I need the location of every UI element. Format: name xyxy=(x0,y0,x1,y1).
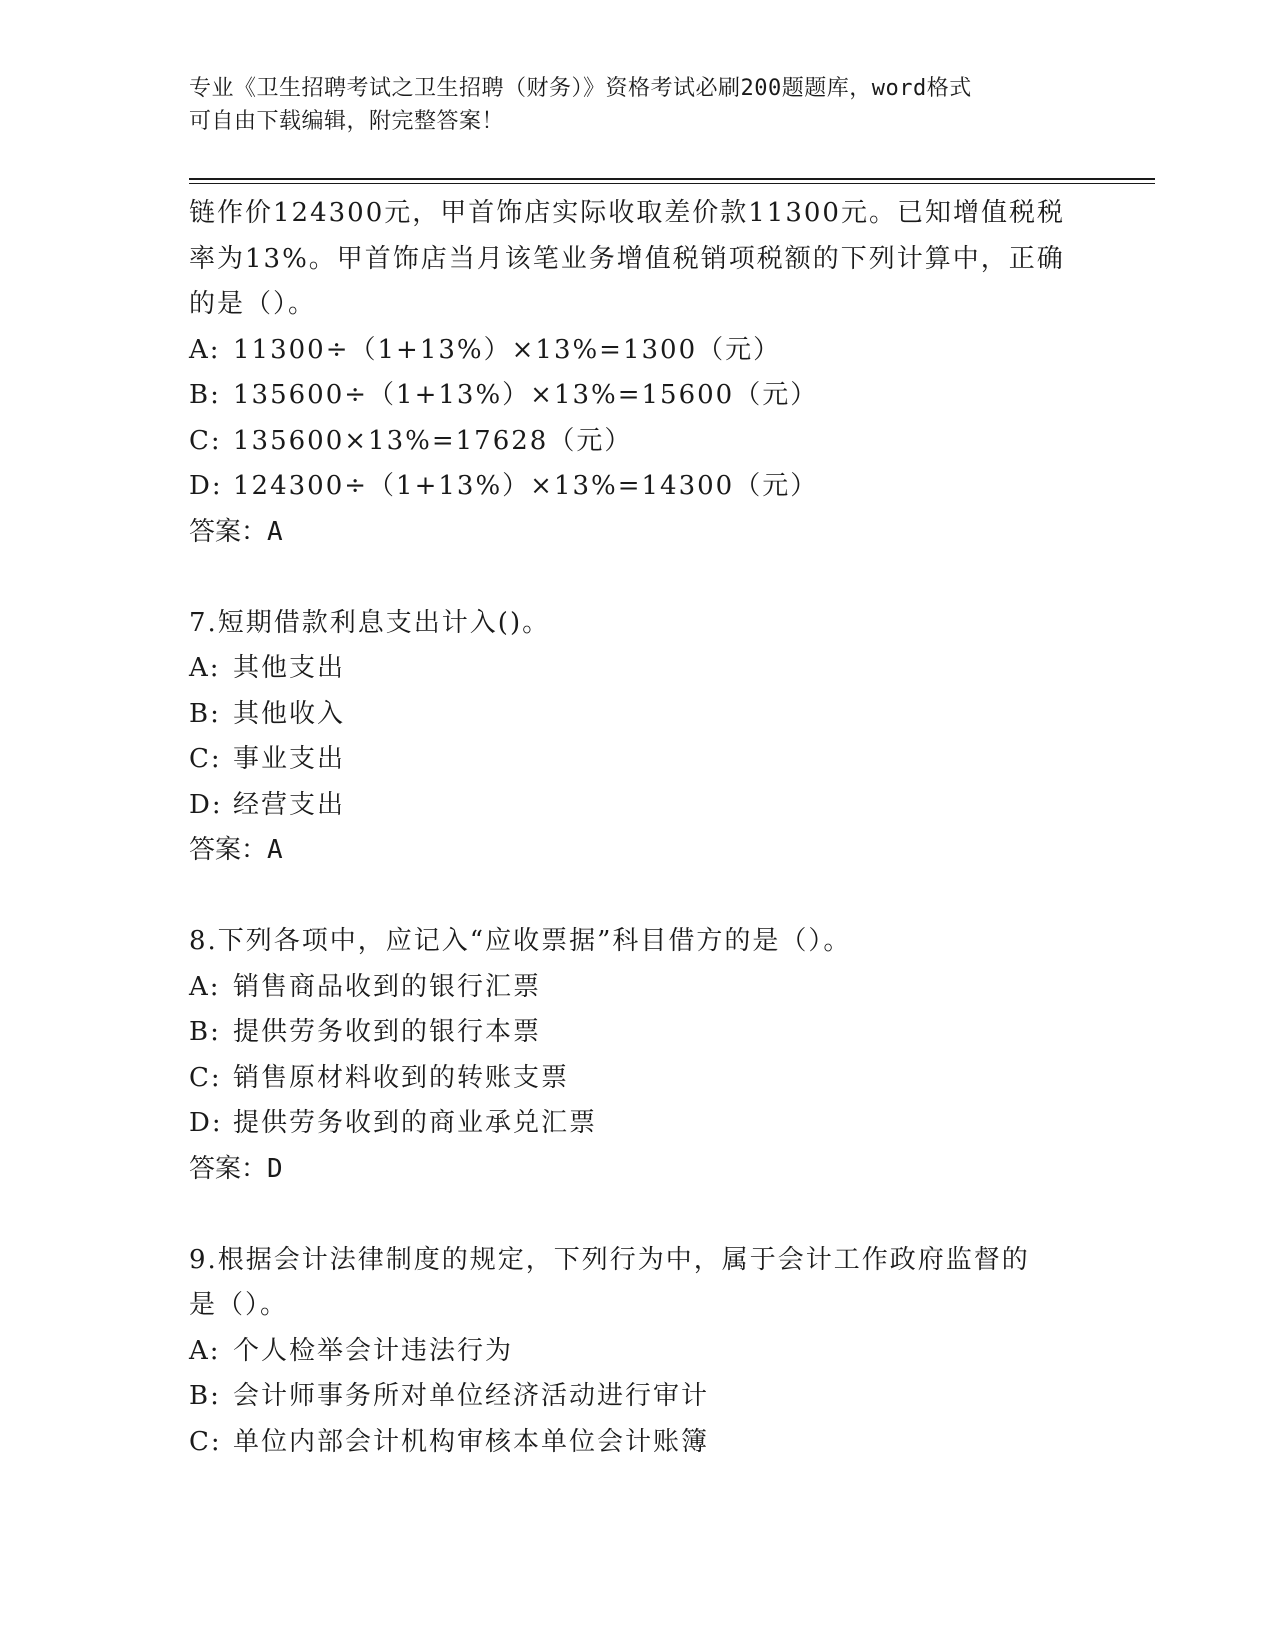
option-text: 124300÷（1+13%）×13%=14300（元） xyxy=(233,471,819,501)
option-b xyxy=(189,1010,1089,1056)
option-text: 11300÷（1+13%）×13%=1300（元） xyxy=(233,334,782,365)
option-text: 提供劳务收到的银行本票 xyxy=(233,1017,542,1047)
question-8 xyxy=(189,919,1089,1192)
spacer xyxy=(189,874,1089,920)
header-divider-thick xyxy=(189,178,1155,180)
option-text: 事业支出 xyxy=(233,744,346,774)
option-d xyxy=(189,464,1089,510)
option-a xyxy=(189,646,1089,692)
option-letter: A: xyxy=(189,334,221,365)
document-header xyxy=(189,72,1089,138)
question-text-line: 9.根据会计法律制度的规定，下列行为中，属于会计工作政府监督的 xyxy=(189,1244,1030,1275)
option-d xyxy=(189,783,1089,829)
answer-line: 答案：D xyxy=(189,1153,283,1184)
option-letter: B: xyxy=(189,698,221,729)
option-c xyxy=(189,419,1089,465)
option-letter: D: xyxy=(189,471,223,501)
question-text-line: 是（）。 xyxy=(189,1290,289,1320)
spacer xyxy=(189,555,1089,601)
option-text: 其他收入 xyxy=(233,698,346,729)
option-letter: B: xyxy=(189,1381,221,1411)
option-d xyxy=(189,1101,1089,1147)
option-letter: A: xyxy=(189,1335,221,1366)
option-a xyxy=(189,328,1089,374)
option-letter: D: xyxy=(189,1108,223,1138)
question-7 xyxy=(189,601,1089,874)
header-divider-thin xyxy=(189,183,1155,184)
option-b xyxy=(189,692,1089,738)
option-letter: D: xyxy=(189,789,223,820)
option-letter: A: xyxy=(189,971,221,1002)
option-text: 会计师事务所对单位经济活动进行审计 xyxy=(233,1381,710,1411)
answer-line: 答案：A xyxy=(189,835,283,865)
option-letter: C: xyxy=(189,1062,222,1093)
question-text-line: 8.下列各项中，应记入“应收票据”科目借方的是（）。 xyxy=(189,926,852,956)
option-c xyxy=(189,1420,1089,1466)
option-text: 135600×13%=17628（元） xyxy=(233,425,633,456)
question-6 xyxy=(189,191,1089,555)
option-text: 个人检举会计违法行为 xyxy=(233,1335,514,1366)
option-letter: C: xyxy=(189,744,222,774)
option-c xyxy=(189,1056,1089,1102)
question-text-line: 率为13%。甲首饰店当月该笔业务增值税销项税额的下列计算中，正确 xyxy=(189,243,1065,274)
option-text: 其他支出 xyxy=(233,653,346,683)
spacer xyxy=(189,1192,1089,1238)
question-text-line: 链作价124300元，甲首饰店实际收取差价款11300元。已知增值税税 xyxy=(189,198,1065,228)
option-letter: C: xyxy=(189,1426,222,1457)
header-line-2: 可自由下载编辑，附完整答案！ xyxy=(189,109,505,134)
question-9 xyxy=(189,1238,1089,1466)
option-text: 销售商品收到的银行汇票 xyxy=(233,971,542,1002)
option-text: 提供劳务收到的商业承兑汇票 xyxy=(233,1108,598,1138)
option-a xyxy=(189,965,1089,1011)
option-letter: B: xyxy=(189,380,221,410)
option-text: 135600÷（1+13%）×13%=15600（元） xyxy=(233,380,819,410)
header-line-1: 专业《卫生招聘考试之卫生招聘（财务）》资格考试必刷200题题库，word格式 xyxy=(189,76,972,101)
option-a xyxy=(189,1329,1089,1375)
answer-line: 答案：A xyxy=(189,516,283,547)
option-letter: B: xyxy=(189,1017,221,1047)
option-c xyxy=(189,737,1089,783)
option-text: 单位内部会计机构审核本单位会计账簿 xyxy=(233,1426,710,1457)
option-b xyxy=(189,1374,1089,1420)
option-b xyxy=(189,373,1089,419)
option-letter: A: xyxy=(189,653,221,683)
question-text-line: 7.短期借款利息支出计入()。 xyxy=(189,607,551,638)
question-content xyxy=(189,191,1089,1465)
option-text: 销售原材料收到的转账支票 xyxy=(233,1062,570,1093)
option-text: 经营支出 xyxy=(233,789,346,820)
question-text-line: 的是（）。 xyxy=(189,289,317,319)
option-letter: C: xyxy=(189,425,222,456)
